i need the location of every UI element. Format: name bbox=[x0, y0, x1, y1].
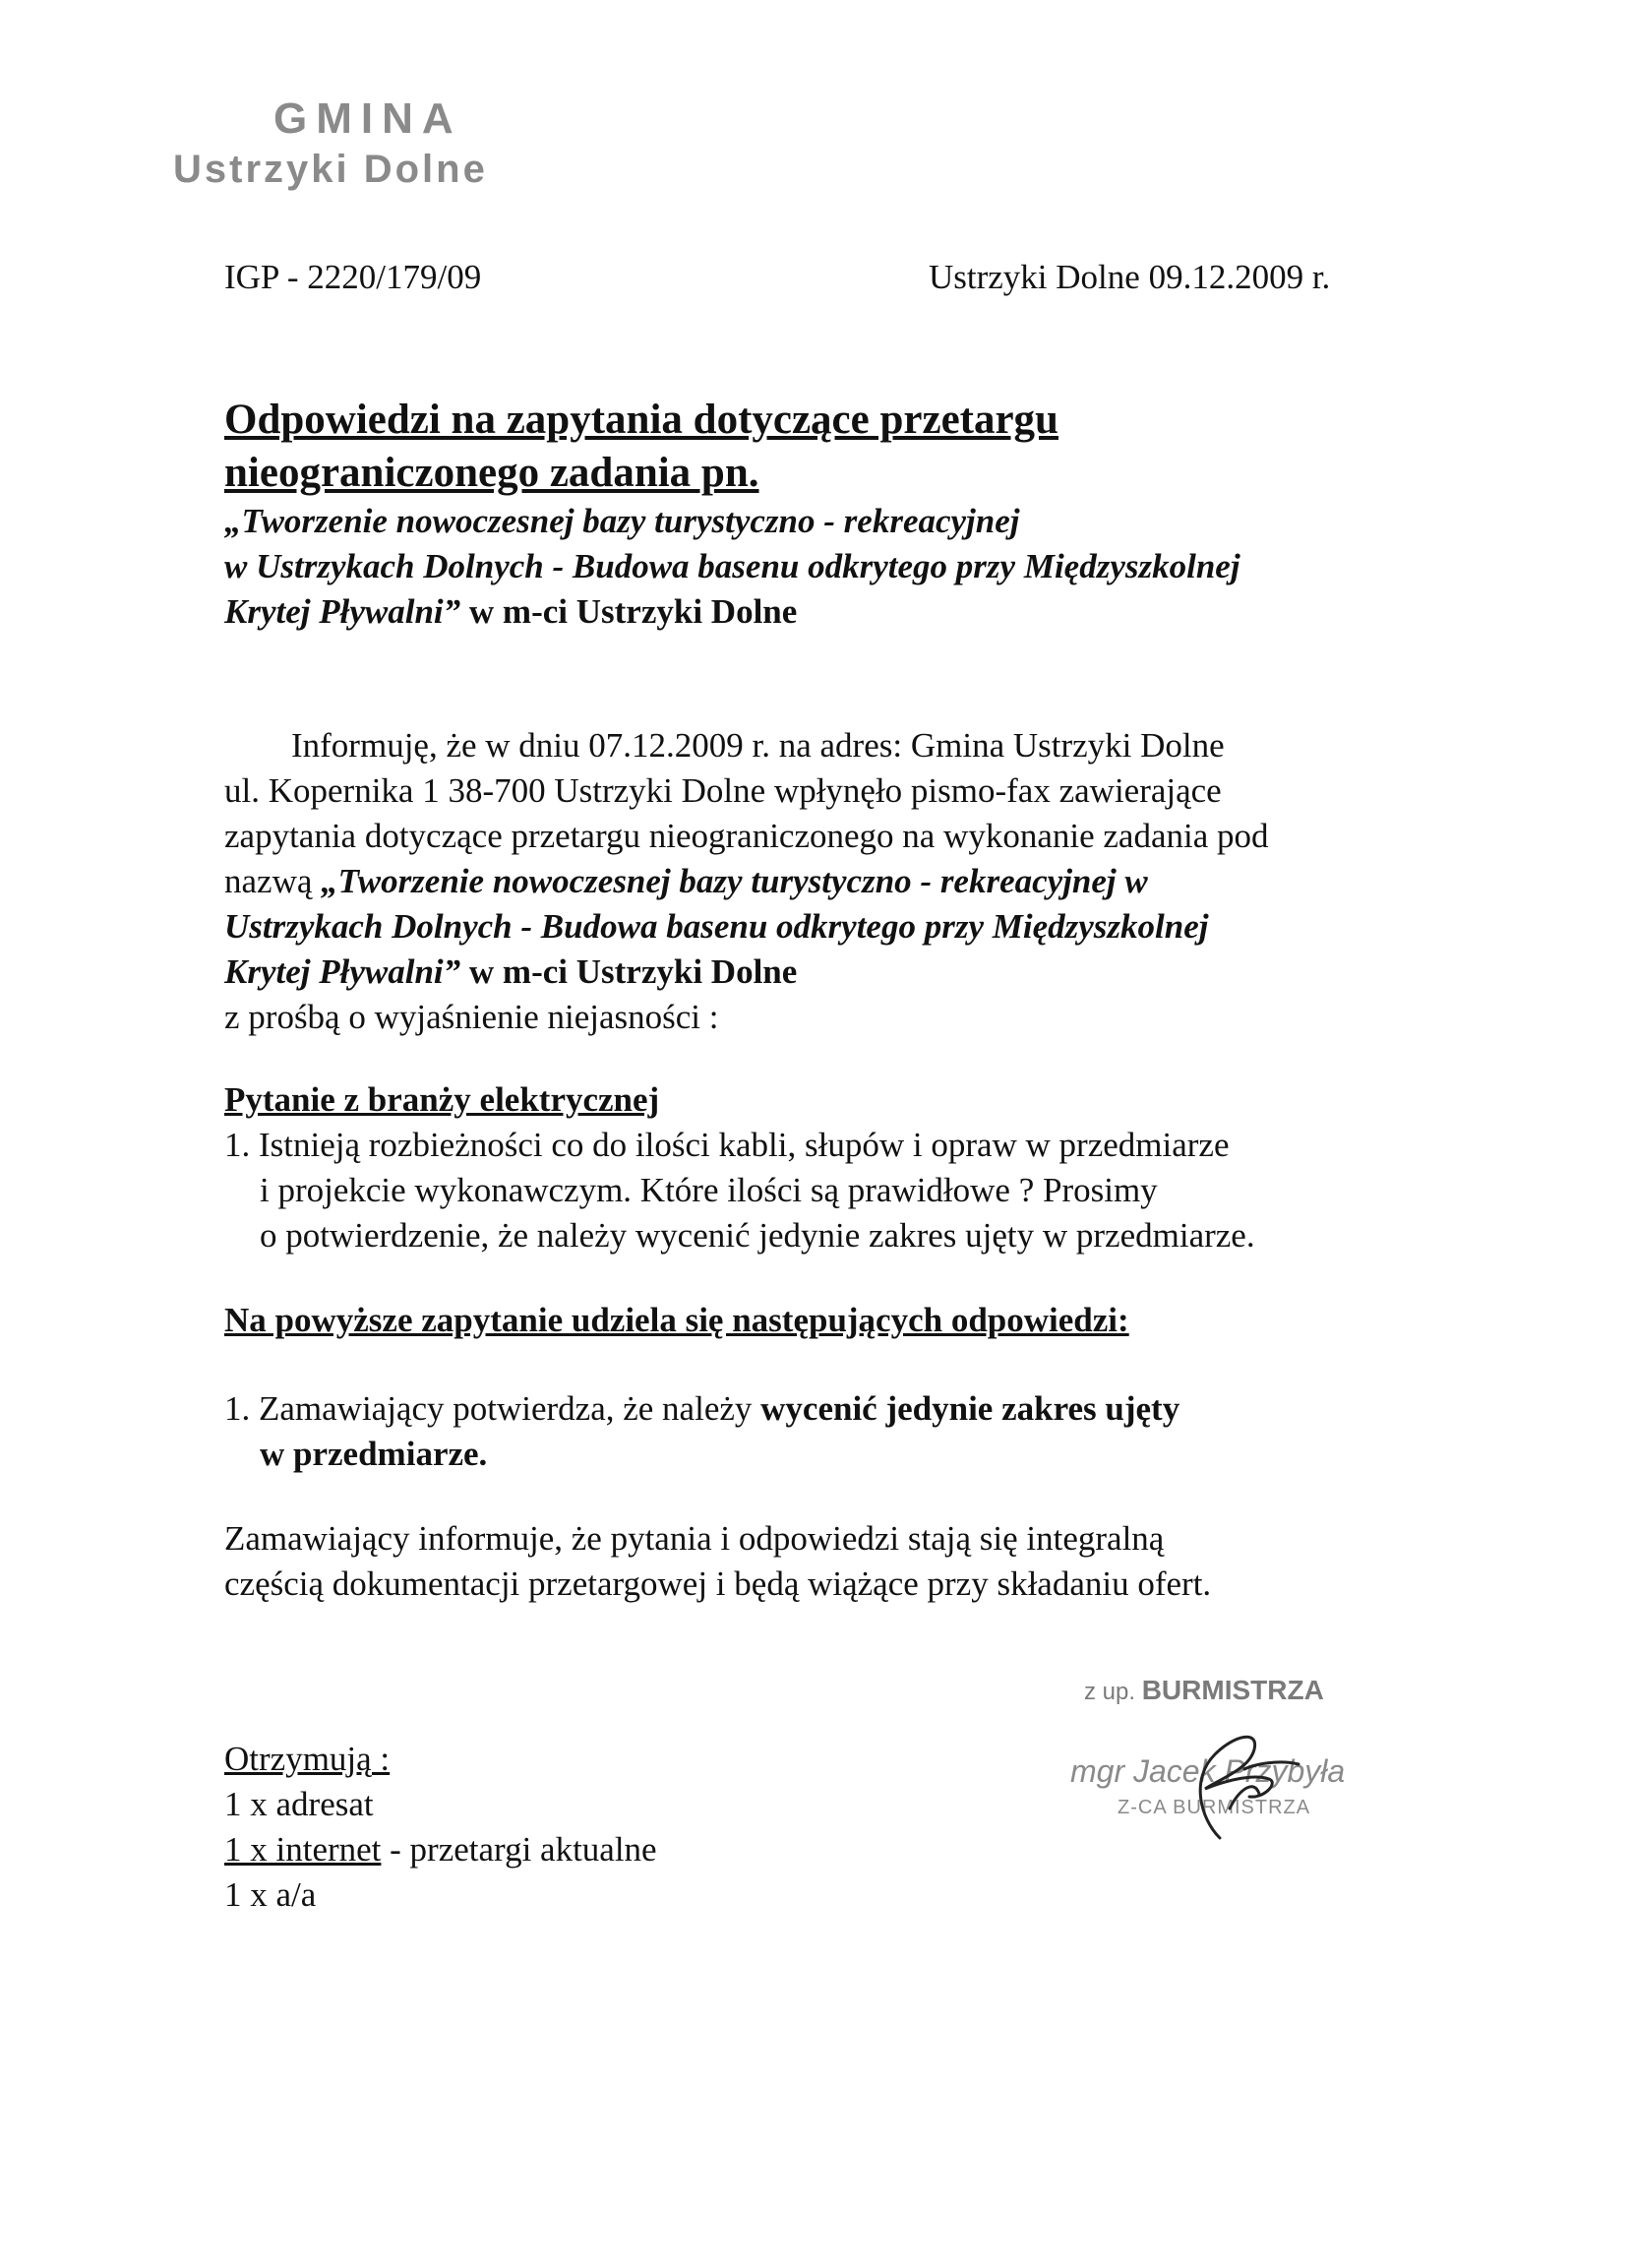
subject-name-end: Krytej Pływalni” bbox=[224, 592, 461, 631]
recipient-3: 1 x a/a bbox=[224, 1875, 317, 1914]
question-1-line-2: i projekcie wykonawczym. Które ilości są prawidłowe ? Prosimy bbox=[260, 1171, 1158, 1209]
title-line-2: nieograniczonego zadania pn. bbox=[224, 450, 759, 496]
signature-title: BURMISTRZA bbox=[1141, 1675, 1324, 1705]
handwritten-signature bbox=[1161, 1720, 1308, 1848]
intro-line-4 bbox=[224, 862, 1148, 901]
question-1-line-3: o potwierdzenie, że należy wycenić jedynie zakres ujęty w przedmiarze. bbox=[260, 1216, 1255, 1255]
subject-line-3 bbox=[224, 592, 797, 632]
intro-line-2: ul. Kopernika 1 38-700 Ustrzyki Dolne wpłynęło pismo-fax zawierające bbox=[224, 771, 1222, 810]
title-line-1: Odpowiedzi na zapytania dotyczące przetargu bbox=[224, 397, 1058, 443]
intro-line-1: Informuję, że w dniu 07.12.2009 r. na adres: Gmina Ustrzyki Dolne bbox=[291, 726, 1225, 765]
question-1-line-1: 1. Istnieją rozbieżności co do ilości kabli, słupów i opraw w przedmiarze bbox=[224, 1126, 1230, 1164]
intro-task-name-end: Krytej Pływalni” bbox=[224, 952, 461, 991]
closing-line-2: częścią dokumentacji przetargowej i będą wiążące przy składaniu ofert. bbox=[224, 1564, 1212, 1603]
recipient-2 bbox=[224, 1830, 657, 1870]
recipient-2-section: - przetargi aktualne bbox=[381, 1830, 657, 1869]
intro-task-name: „Tworzenie nowoczesnej bazy turystyczno - rekreacyjnej w bbox=[321, 862, 1148, 900]
subject-location: w m-ci Ustrzyki Dolne bbox=[460, 592, 798, 631]
intro-line-5: Ustrzykach Dolnych - Budowa basenu odkrytego przy Międzyszkolnej bbox=[224, 907, 1209, 946]
stamp-gmina: GMINA bbox=[273, 94, 462, 143]
closing-line-1: Zamawiający informuje, że pytania i odpowiedzi stają się integralną bbox=[224, 1519, 1165, 1558]
intro-line-3: zapytania dotyczące przetargu nieograniczonego na wykonanie zadania pod bbox=[224, 817, 1269, 855]
answer-1-emphasis: wycenić jedynie zakres ujęty bbox=[760, 1389, 1180, 1428]
reference-number: IGP - 2220/179/09 bbox=[224, 258, 482, 296]
intro-name-label: nazwą bbox=[224, 862, 322, 900]
recipient-2-channel: 1 x internet bbox=[224, 1830, 382, 1869]
signature-authority bbox=[1084, 1675, 1324, 1706]
subject-line-2: w Ustrzykach Dolnych - Budowa basenu odkrytego przy Międzyszkolnej bbox=[224, 547, 1240, 585]
stamp-town: Ustrzyki Dolne bbox=[173, 148, 488, 191]
answer-1-line-1 bbox=[224, 1389, 1179, 1429]
subject-line-1: „Tworzenie nowoczesnej bazy turystyczno - rekreacyjnej bbox=[224, 502, 1020, 540]
place-date: Ustrzyki Dolne 09.12.2009 r. bbox=[929, 258, 1331, 296]
recipient-1: 1 x adresat bbox=[224, 1785, 374, 1823]
intro-line-7: z prośbą o wyjaśnienie niejasności : bbox=[224, 998, 719, 1036]
intro-line-6 bbox=[224, 952, 797, 992]
signature-role: Z-CA BURMISTRZA bbox=[1118, 1797, 1311, 1818]
answer-1-text: 1. Zamawiający potwierdza, że należy bbox=[224, 1389, 761, 1428]
question-heading: Pytanie z branży elektrycznej bbox=[224, 1080, 660, 1119]
intro-location: w m-ci Ustrzyki Dolne bbox=[460, 952, 798, 991]
signature-name: mgr Jacek Przybyła bbox=[1070, 1753, 1346, 1789]
recipients-heading: Otrzymują : bbox=[224, 1740, 391, 1778]
answer-heading: Na powyższe zapytanie udziela się następujących odpowiedzi: bbox=[224, 1301, 1129, 1339]
signature-prefix: z up. bbox=[1084, 1679, 1142, 1705]
answer-1-line-2: w przedmiarze. bbox=[260, 1435, 488, 1473]
